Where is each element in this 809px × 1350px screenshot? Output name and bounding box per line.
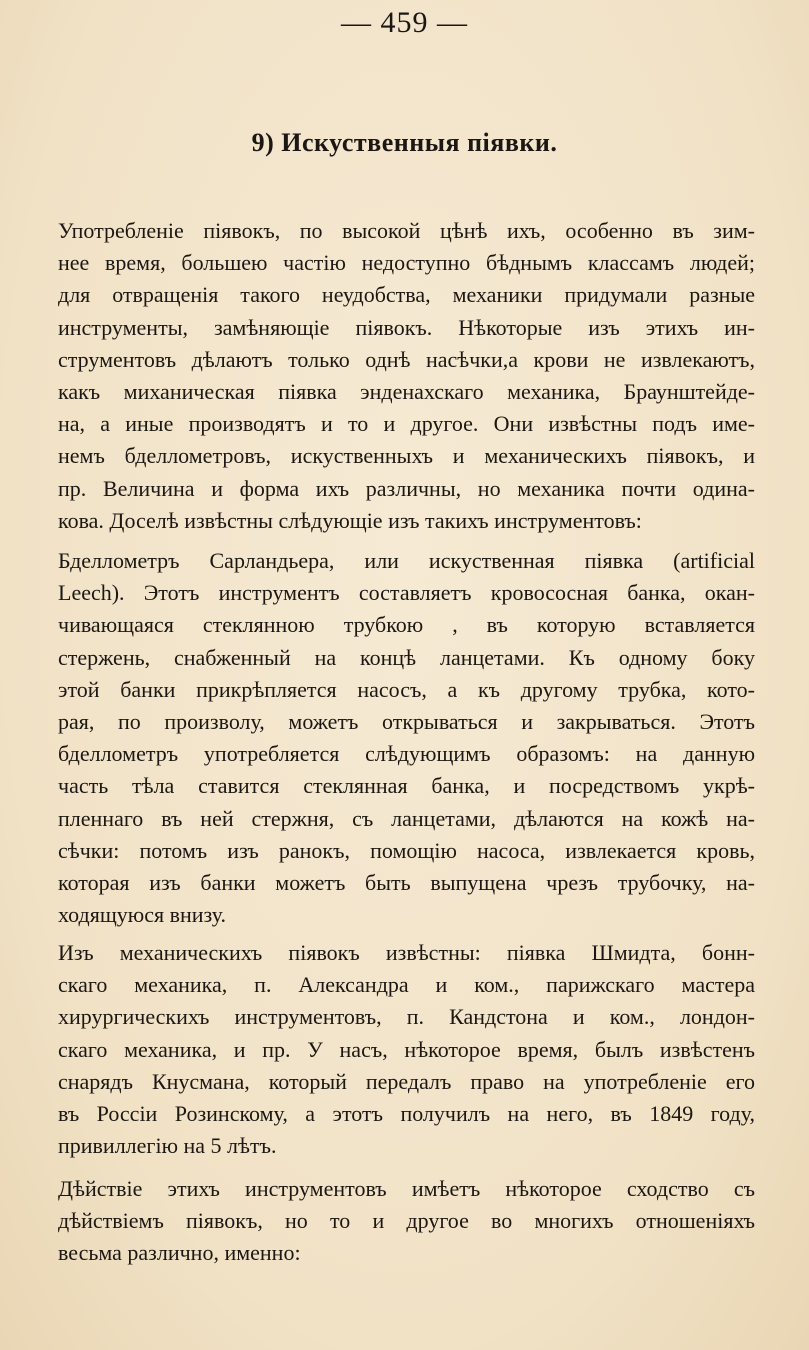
text-line: Дѣйствіе этихъ инструментовъ имѣетъ нѣкоторое сходство съ xyxy=(58,1176,755,1201)
text-line: которая изъ банки можетъ быть выпущена чрезъ трубочку, на- xyxy=(58,869,755,895)
text-line: ходящуюся внизу. xyxy=(58,902,227,928)
text-line: немъ бделлометровъ, искуственныхъ и механическихъ піявокъ, и xyxy=(58,443,755,469)
text-line: скаго механика, п. Александра и ком., парижскаго мастера xyxy=(58,972,755,998)
text-line: въ Россіи Розинскому, а этотъ получилъ на него, въ 1849 году, xyxy=(58,1100,755,1126)
text-line: кова. Доселѣ извѣстны слѣдующіе изъ такихъ инструментовъ: xyxy=(58,507,642,533)
text-line: пр. Величина и форма ихъ различны, но механика почти одина- xyxy=(58,475,755,501)
text-line: Изъ механическихъ піявокъ извѣстны: піявка Шмидта, бонн- xyxy=(58,940,755,965)
text-line: Бделлометръ Сарландьера, или искуственная піявка (artificial xyxy=(58,548,755,573)
paragraph-4 xyxy=(58,1173,755,1270)
text-line: снарядъ Кнусмана, который передалъ право на употребленіе его xyxy=(58,1068,755,1094)
text-line: хирургическихъ инструментовъ, п. Кандстона и ком., лондон- xyxy=(58,1004,755,1030)
text-line: Употребленіе піявокъ, по высокой цѣнѣ ихъ, особенно въ зим- xyxy=(58,218,755,243)
text-line: часть тѣла ставится стеклянная банка, и посредствомъ укрѣ- xyxy=(58,773,755,799)
text-line: рая, по произволу, можетъ открываться и закрываться. Этотъ xyxy=(58,708,755,734)
text-line: этой банки прикрѣпляется насосъ, а къ другому трубка, кото- xyxy=(58,676,755,702)
text-line: какъ миханическая піявка энденахскаго механика, Браунштейде- xyxy=(58,378,755,404)
text-line: привиллегію на 5 лѣтъ. xyxy=(58,1133,277,1159)
text-line: чивающаяся стеклянною трубкою , въ которую вставляется xyxy=(58,612,755,638)
paragraph-3 xyxy=(58,937,755,1162)
text-line: дѣйствіемъ піявокъ, но то и другое во многихъ отношеніяхъ xyxy=(58,1208,755,1234)
text-line: для отвращенія такого неудобства, механики придумали разные xyxy=(58,282,755,308)
paragraph-1 xyxy=(58,215,755,537)
text-line: на, а иные производятъ и то и другое. Они извѣстны подъ име- xyxy=(58,411,755,437)
text-line: струментовъ дѣлаютъ только однѣ насѣчки,а крови не извлекаютъ, xyxy=(58,346,755,372)
text-line: весьма различно, именно: xyxy=(58,1240,301,1266)
section-title: 9) Искуственныя піявки. xyxy=(251,128,558,157)
text-line: скаго механика, и пр. У насъ, нѣкоторое время, былъ извѣстенъ xyxy=(58,1036,755,1062)
text-line: нее время, большею частію недоступно бѣднымъ классамъ людей; xyxy=(58,250,755,276)
text-line: стержень, снабженный на концѣ ланцетами. Къ одному боку xyxy=(58,644,755,670)
text-line: Leech). Этотъ инструментъ составляетъ кровососная банка, окан- xyxy=(58,580,755,606)
page-number: — 459 — xyxy=(341,6,468,39)
text-line: бделлометръ употребляется слѣдующимъ образомъ: на данную xyxy=(58,741,755,767)
text-line: инструменты, замѣняющіе піявокъ. Нѣкоторые изъ этихъ ин- xyxy=(58,314,755,340)
paragraph-2 xyxy=(58,545,755,931)
text-line: сѣчки: потомъ изъ ранокъ, помощію насоса, извлекается кровь, xyxy=(58,837,755,863)
text-line: пленнаго въ ней стержня, съ ланцетами, дѣлаются на кожѣ на- xyxy=(58,805,755,831)
